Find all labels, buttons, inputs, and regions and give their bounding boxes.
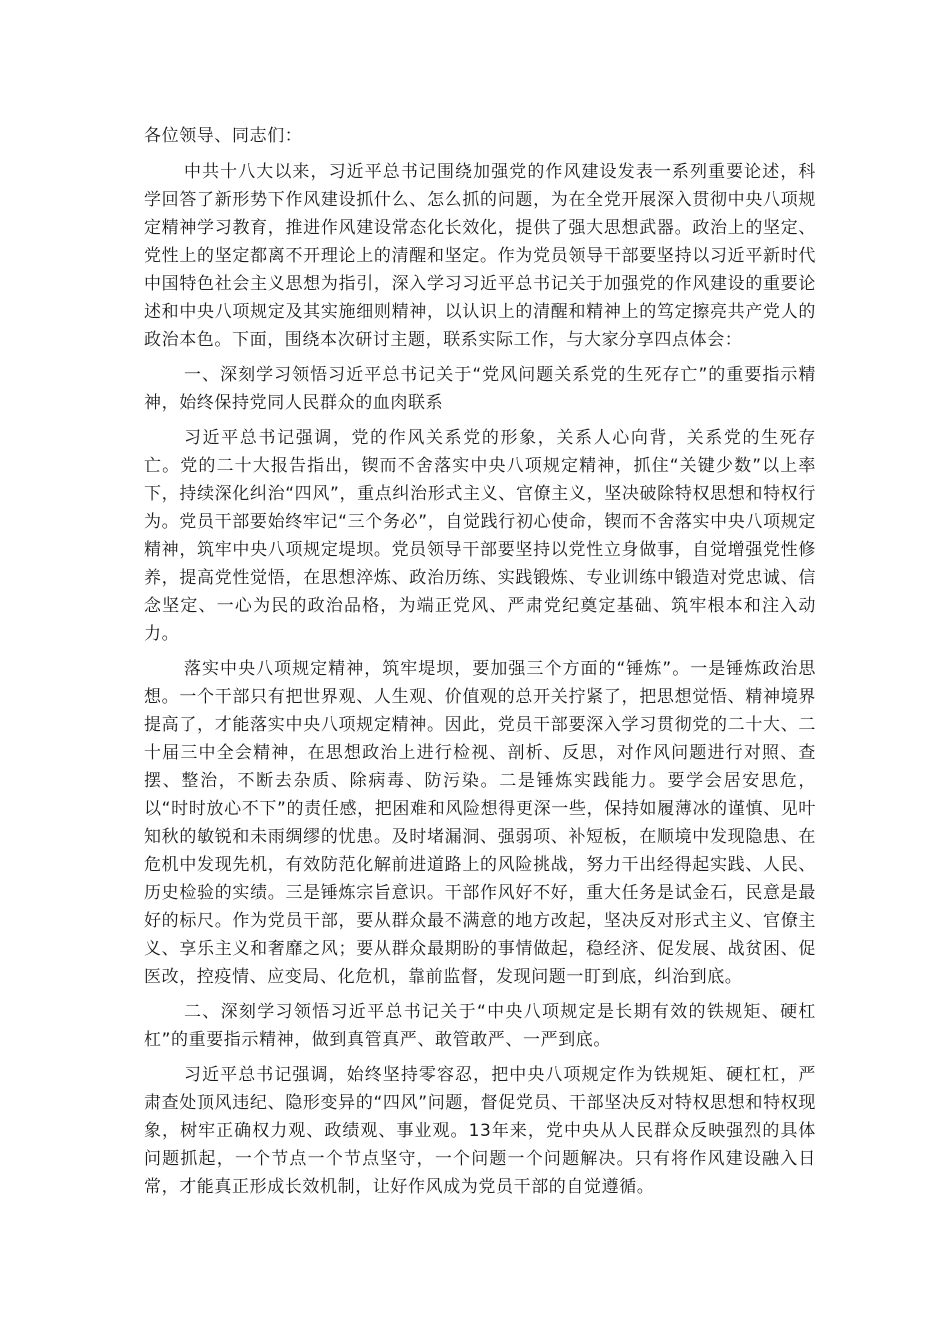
section-1-paragraph-1: 习近平总书记强调，党的作风关系党的形象，关系人心向背，关系党的生死存亡。党的二十大报告指出，锲而不舍落实中央八项规定精神，抓住“关键少数”以上率下，持续深化纠治“四风”，重点纠治形式主义、官僚主义，坚决破除特权思想和特权行为。党员干部要始终牢记“三个务必”，自觉践行初心使命，锲而不舍落实中央八项规定精神，筑牢中央八项规定堤坝。党员领导干部要坚持以党性立身做事，自觉增强党性修养，提高党性觉悟，在思想淬炼、政治历练、实践锻炼、专业训练中锻造对党忠诚、信念坚定、一心为民的政治品格，为端正党风、严肃党纪奠定基础、筑牢根本和注入动力。 [144,428,816,644]
section-heading-2: 二、深刻学习领悟习近平总书记关于“中央八项规定是长期有效的铁规矩、硬杠杠”的重要指示精神，做到真管真严、敢管敢严、一严到底。 [144,1002,816,1050]
greeting: 各位领导、同志们： [144,126,303,146]
intro-paragraph: 中共十八大以来，习近平总书记围绕加强党的作风建设发表一系列重要论述，科学回答了新形势下作风建设抓什么、怎么抓的问题，为在全党开展深入贯彻中央八项规定精神学习教育，推进作风建设常态化长效化，提供了强大思想武器。政治上的坚定、党性上的坚定都离不开理论上的清醒和坚定。作为党员领导干部要坚持以习近平新时代中国特色社会主义思想为指引，深入学习习近平总书记关于加强党的作风建设的重要论述和中央八项规定及其实施细则精神，以认识上的清醒和精神上的笃定擦亮共产党人的政治本色。下面，围绕本次研讨主题，联系实际工作，与大家分享四点体会： [144,162,816,350]
section-heading-1: 一、深刻学习领悟习近平总书记关于“党风问题关系党的生死存亡”的重要指示精神，始终保持党同人民群众的血肉联系 [144,365,816,413]
section-1-paragraph-2: 落实中央八项规定精神，筑牢堤坝，要加强三个方面的“锤炼”。一是锤炼政治思想。一个干部只有把世界观、人生观、价值观的总开关拧紧了，把思想觉悟、精神境界提高了，才能落实中央八项规定精神。因此，党员干部要深入学习贯彻党的二十大、二十届三中全会精神，在思想政治上进行检视、剖析、反思，对作风问题进行对照、查摆、整治，不断去杂质、除病毒、防污染。二是锤炼实践能力。要学会居安思危，以“时时放心不下”的责任感，把困难和风险想得更深一些，保持如履薄冰的谨慎、见叶知秋的敏锐和未雨绸缪的忧患。及时堵漏洞、强弱项、补短板，在顺境中发现隐患、在危机中发现先机，有效防范化解前进道路上的风险挑战，努力干出经得起实践、人民、历史检验的实绩。三是锤炼宗旨意识。干部作风好不好，重大任务是试金石，民意是最好的标尺。作为党员干部，要从群众最不满意的地方改起，坚决反对形式主义、官僚主义、享乐主义和奢靡之风；要从群众最期盼的事情做起，稳经济、促发展、战贫困、促医改，控疫情、应变局、化危机，靠前监督，发现问题一盯到底，纠治到底。 [144,659,816,987]
section-2-paragraph-1: 习近平总书记强调，始终坚持零容忍，把中央八项规定作为铁规矩、硬杠杠，严肃查处顶风违纪、隐形变异的“四风”问题，督促党员、干部坚决反对特权思想和特权现象，树牢正确权力观、政绩观、事业观。13年来，党中央从人民群众反映强烈的具体问题抓起，一个节点一个节点坚守，一个问题一个问题解决。只有将作风建设融入日常，才能真正形成长效机制，让好作风成为党员干部的自觉遵循。 [144,1065,816,1197]
document-page [144,122,816,1208]
